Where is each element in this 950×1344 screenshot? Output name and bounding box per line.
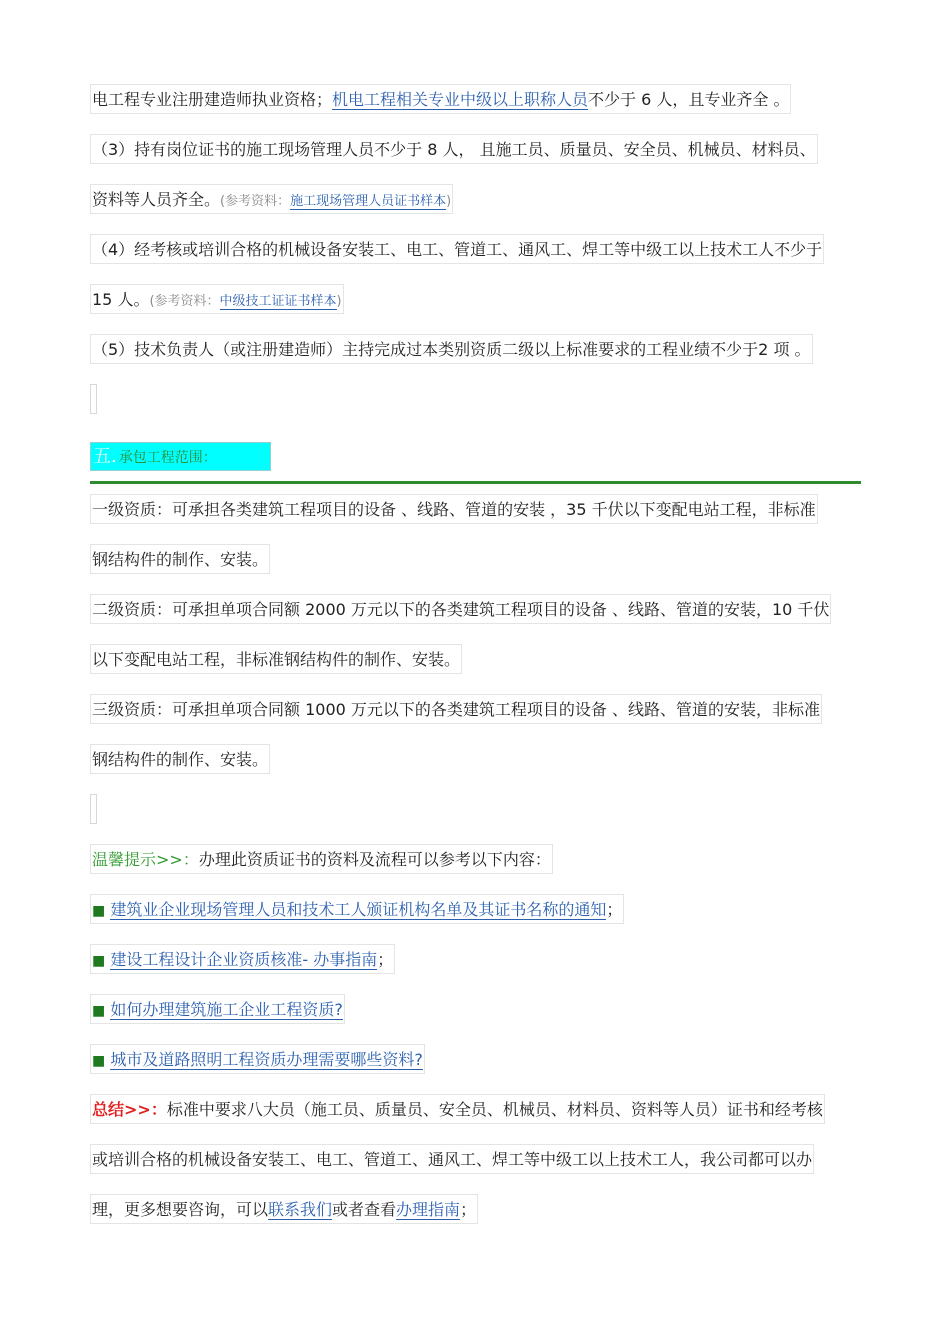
text: ； (460, 1200, 477, 1219)
reference-prefix: (参考资料： (220, 194, 291, 209)
link-handling-guide[interactable]: 办理指南 (396, 1200, 461, 1219)
scope-level1-line1 (90, 494, 818, 524)
bullet-square-icon: ■ (92, 1003, 106, 1019)
link-construction-qualification-howto[interactable]: 如何办理建筑施工企业工程资质? (110, 1000, 343, 1019)
text: （5）技术负责人（或注册建造师）主持完成过本类别资质二级以上标准要求的工程业绩不少于2 项 。 (92, 340, 811, 359)
link-intermediate-worker-certificate-sample[interactable]: 中级技工证证书样本 (219, 294, 337, 309)
text: 标准中要求八大员（施工员、质量员、安全员、机械员、材料员、资料等人员）证书和经考核 (166, 1100, 823, 1119)
list-item (90, 894, 624, 924)
text: 三级资质：可承担单项合同额 1000 万元以下的各类建筑工程项目的设备 、线路、管道的安装，非标准 (92, 700, 820, 719)
link-certificate-agency-notice[interactable]: 建筑业企业现场管理人员和技术工人颁证机构名单及其证书名称的通知 (110, 900, 607, 919)
bullet-square-icon: ■ (92, 953, 106, 969)
requirement-3-line1 (90, 134, 818, 164)
tip-text: 办理此资质证书的资料及流程可以参考以下内容： (198, 850, 551, 869)
reference-prefix: (参考资料： (149, 294, 220, 309)
text: 钢结构件的制作、安装。 (92, 750, 269, 769)
text: 不少于 6 人，且专业齐全 。 (588, 90, 790, 109)
link-lighting-qualification-materials[interactable]: 城市及道路照明工程资质办理需要哪些资料? (110, 1050, 423, 1069)
reference-suffix: ) (336, 294, 342, 309)
text: 二级资质：可承担单项合同额 2000 万元以下的各类建筑工程项目的设备 、线路、管道的安装，10 千伏 (92, 600, 830, 619)
link-design-qualification-guide[interactable]: 建设工程设计企业资质核准- 办事指南 (110, 950, 378, 969)
text: 电工程专业注册建造师执业资格； (92, 90, 333, 109)
link-mechanical-title-staff[interactable]: 机电工程相关专业中级以上职称人员 (332, 90, 589, 109)
text: 或培训合格的机械设备安装工、电工、管道工、通风工、焊工等中级工以上技术工人，我公司都可以办 (92, 1150, 813, 1169)
text: ； (377, 950, 394, 969)
text: （4）经考核或培训合格的机械设备安装工、电工、管道工、通风工、焊工等中级工以上技术工人不少于 (92, 240, 823, 259)
text: 钢结构件的制作、安装。 (92, 550, 269, 569)
text: （3）持有岗位证书的施工现场管理人员不少于 8 人， 且施工员、质量员、安全员、机械员、材料员、 (92, 140, 816, 159)
scope-level3-line1 (90, 694, 822, 724)
requirement-5-line1 (90, 334, 813, 364)
requirement-4-line1 (90, 234, 824, 264)
link-site-manager-certificate-sample[interactable]: 施工现场管理人员证书样本 (290, 194, 447, 209)
summary-label: 总结>>： (92, 1100, 167, 1119)
summary-line1 (90, 1094, 825, 1124)
empty-text-box (90, 384, 97, 414)
tip-label: 温馨提示>>： (92, 850, 199, 869)
scope-level2-line2 (90, 644, 462, 674)
text: ； (606, 900, 623, 919)
requirement-line-personnel (90, 84, 791, 114)
text: 15 人。 (92, 290, 150, 309)
link-contact-us[interactable]: 联系我们 (268, 1200, 333, 1219)
list-item (90, 994, 345, 1024)
bullet-square-icon: ■ (92, 1053, 106, 1069)
text: 理，更多想要咨询，可以 (92, 1200, 269, 1219)
section-title: 承包工程范围： (118, 450, 217, 466)
scope-level1-line2 (90, 544, 270, 574)
section-heading-scope (90, 442, 271, 471)
bullet-square-icon: ■ (92, 903, 106, 919)
scope-level3-line2 (90, 744, 270, 774)
requirement-4-line2 (90, 284, 344, 314)
list-item (90, 944, 395, 974)
summary-line3 (90, 1194, 478, 1224)
text: 资料等人员齐全。 (92, 190, 221, 209)
empty-text-box (90, 794, 97, 824)
scope-level2-line1 (90, 594, 831, 624)
reference-suffix: ) (446, 194, 452, 209)
list-item (90, 1044, 425, 1074)
requirement-3-line2 (90, 184, 453, 214)
section-divider (90, 481, 861, 484)
tip-line (90, 844, 553, 874)
section-number: 五. (93, 446, 117, 467)
summary-line2 (90, 1144, 814, 1174)
text: 或者查看 (332, 1200, 397, 1219)
text: 以下变配电站工程，非标准钢结构件的制作、安装。 (92, 650, 461, 669)
text: 一级资质：可承担各类建筑工程项目的设备 、线路、管道的安装 ，35 千伏以下变配电站工程，非标准 (92, 500, 816, 519)
